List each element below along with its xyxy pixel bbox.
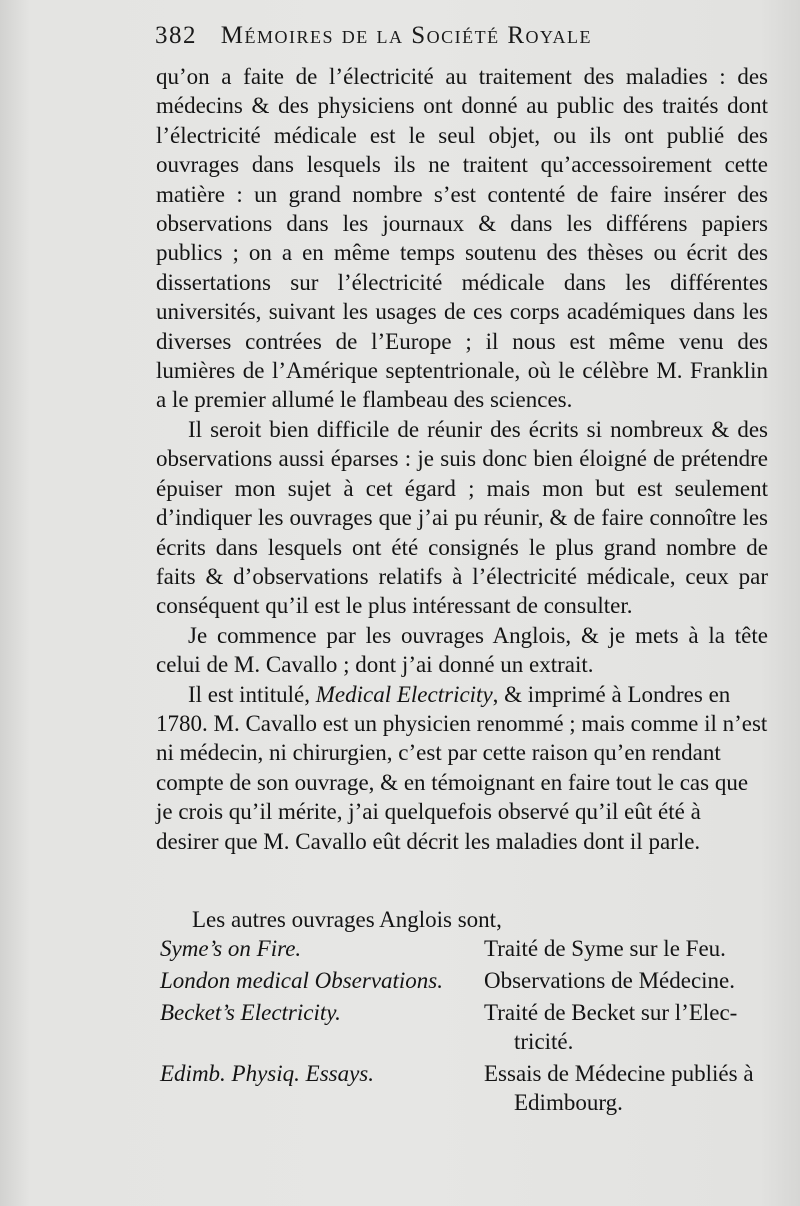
work-french-line: Traité de Syme sur le Feu. (484, 936, 726, 961)
paragraph-scope: Il seroit bien difficile de réunir des écrits si nombreux & des observations aussi éparses : je suis donc bien éloigné de prétendre épuiser mon sujet à cet égard ; mais mon but est seulement d’indiquer les ouvrages que j’ai pu réunir, & de faire connoître les écrits dans lesquels ont été consignés le plus grand nombre de faits & d’observations relatifs à l’électricité médicale, ceux par conséquent qu’il est le plus intéressant de consulter. (156, 416, 768, 619)
works-list (160, 905, 780, 1120)
work-english-title: Syme’s on Fire. (160, 936, 302, 961)
work-item (160, 966, 780, 995)
paragraph-continuation: qu’on a faite de l’électricité au traitement des maladies : des médecins & des physiciens ont donné au public des traités dont l’électricité médicale est le seul objet, ou ils ont publié des ouvrages dans lesquels ils ne traitent qu’accessoirement cette matière : un grand nombre s’est contenté de faire insérer des observations dans les journaux & dans les différens papiers publics ; on a en même temps soutenu des thèses ou écrit des dissertations sur l’électricité médicale dans les différentes universités, suivant les usages de ces corps académiques dans les diverses contrées de l’Europe ; il nous est même venu des lumières de l’Amérique septentrionale, où le célèbre M. Franklin a le premier allumé le flambeau des sciences. (156, 64, 768, 413)
work-french-title (484, 966, 774, 995)
work-english-title: Becket’s Electricity. (160, 1000, 341, 1025)
running-header (155, 22, 715, 50)
paragraph-cavallo (156, 680, 768, 856)
work-french-title (484, 998, 774, 1056)
body-text (156, 62, 768, 856)
page-number: 382 (155, 22, 197, 49)
work-french-line: Observations de Médecine. (484, 968, 736, 993)
running-title: Mémoires de la Société Royale (220, 22, 593, 49)
work-french-continuation: Edimbourg. (514, 1090, 623, 1115)
work-english-title: London medical Observations. (160, 968, 444, 993)
cavallo-text-before: Il est intitulé, (188, 681, 316, 707)
works-intro: Les autres ouvrages Anglois sont, (192, 907, 502, 932)
work-item (160, 1059, 780, 1117)
work-french-title (484, 1059, 774, 1117)
cavallo-book-title: Medical Electricity (315, 681, 493, 707)
work-french-continuation: tricité. (514, 1029, 574, 1054)
work-item (160, 934, 780, 963)
work-french-line: Essais de Médecine publiés à (484, 1061, 754, 1086)
work-french-line: Traité de Becket sur l’Elec- (484, 1000, 738, 1025)
paragraph-english-works: Je commence par les ouvrages Anglois, & je mets à la tête celui de M. Cavallo ; dont j’ai donné un extrait. (156, 622, 768, 678)
work-english-title: Edimb. Physiq. Essays. (160, 1061, 375, 1086)
cavallo-text-after: , & imprimé à Londres en 1780. M. Cavallo est un physicien renommé ; mais comme il n’est ni médecin, ni chirurgien, c’est par cette raison qu’en rendant compte de son ouvrage, & en témoignant en faire tout le cas que je crois qu’il mérite, j’ai quelquefois observé qu’il eût été à desirer que M. Cavallo eût décrit les maladies dont il parle. (156, 681, 768, 854)
work-item (160, 998, 780, 1056)
work-french-title (484, 934, 774, 963)
